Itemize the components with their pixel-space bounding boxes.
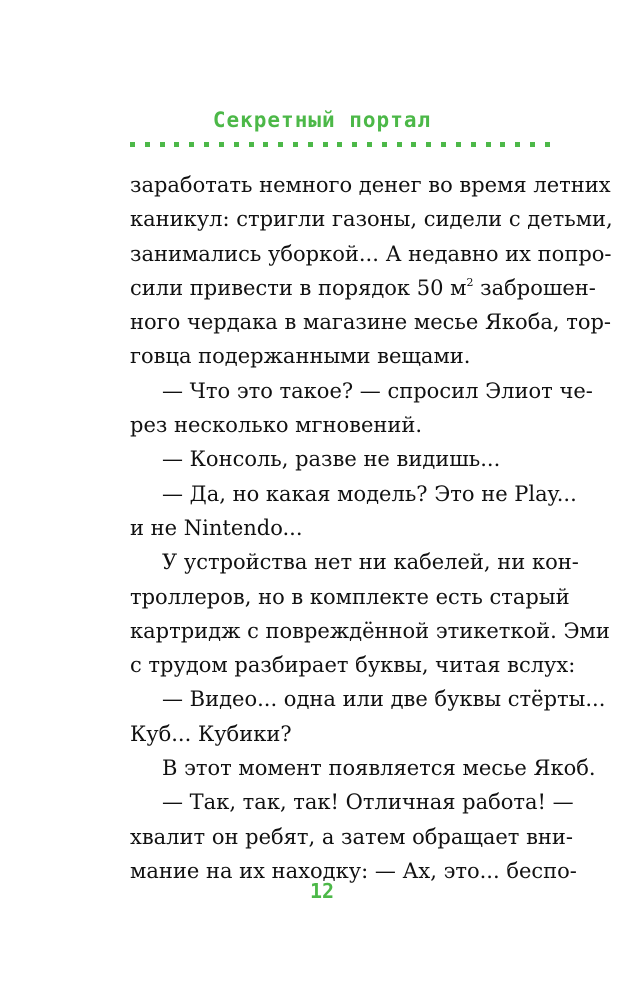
- divider-dot: [263, 142, 268, 147]
- divider-dot: [293, 142, 298, 147]
- text-line: ного чердака в магазине месье Якоба, тор-: [130, 310, 612, 335]
- divider-dot: [515, 142, 520, 147]
- divider-dot: [219, 142, 224, 147]
- divider-dot: [189, 142, 194, 147]
- text-line: мание на их находку: — Ах, это... беспо-: [130, 858, 577, 883]
- text-line: — Видео... одна или две буквы стёрты...: [162, 687, 606, 712]
- text-line: — Да, но какая модель? Это не Play...: [162, 481, 577, 506]
- page-body-text: [130, 168, 613, 888]
- text-line: Куб... Кубики?: [130, 721, 292, 746]
- divider-dot: [308, 142, 313, 147]
- divider-dot: [337, 142, 342, 147]
- text-fragment: сили привести в порядок 50 м: [130, 275, 467, 300]
- text-line: и не Nintendo...: [130, 515, 303, 540]
- text-line: хвалит он ребят, а затем обращает вни-: [130, 824, 574, 849]
- text-line-with-superscript: [130, 271, 596, 305]
- text-line: В этот момент появляется месье Якоб.: [162, 756, 596, 781]
- header-dotted-divider: [130, 142, 550, 148]
- text-fragment: заброшен-: [473, 275, 596, 300]
- divider-dot: [426, 142, 431, 147]
- divider-dot: [323, 142, 328, 147]
- text-line: занимались уборкой... А недавно их попро-: [130, 241, 612, 266]
- text-line: картридж с повреждённой этикеткой. Эми: [130, 618, 610, 643]
- divider-dot: [397, 142, 402, 147]
- divider-dot: [471, 142, 476, 147]
- divider-dot: [278, 142, 283, 147]
- text-line: У устройства нет ни кабелей, ни кон-: [162, 550, 579, 575]
- text-line: каникул: стригли газоны, сидели с детьми,: [130, 207, 613, 232]
- divider-dot: [160, 142, 165, 147]
- text-line: троллеров, но в комплекте есть старый: [130, 584, 570, 609]
- text-line: говца подержанными вещами.: [130, 344, 471, 369]
- divider-dot: [486, 142, 491, 147]
- page-number: 12: [309, 879, 335, 903]
- superscript: 2: [466, 275, 474, 289]
- divider-dot: [249, 142, 254, 147]
- divider-dot: [145, 142, 150, 147]
- text-line: рез несколько мгновений.: [130, 413, 423, 438]
- text-line: заработать немного денег во время летних: [130, 173, 611, 197]
- divider-dot: [174, 142, 179, 147]
- divider-dot: [441, 142, 446, 147]
- divider-dot: [352, 142, 357, 147]
- divider-dot: [545, 142, 550, 147]
- divider-dot: [234, 142, 239, 147]
- divider-dot: [367, 142, 372, 147]
- divider-dot: [530, 142, 535, 147]
- text-line: — Что это такое? — спросил Элиот че-: [162, 378, 593, 403]
- text-line: — Консоль, разве не видишь...: [162, 447, 501, 472]
- divider-dot: [130, 142, 135, 147]
- divider-dot: [382, 142, 387, 147]
- divider-dot: [411, 142, 416, 147]
- divider-dot: [500, 142, 505, 147]
- text-line: с трудом разбирает буквы, читая вслух:: [130, 653, 576, 678]
- running-header-title: Секретный портал: [212, 108, 432, 132]
- divider-dot: [204, 142, 209, 147]
- text-line: — Так, так, так! Отличная работа! —: [162, 790, 574, 815]
- divider-dot: [456, 142, 461, 147]
